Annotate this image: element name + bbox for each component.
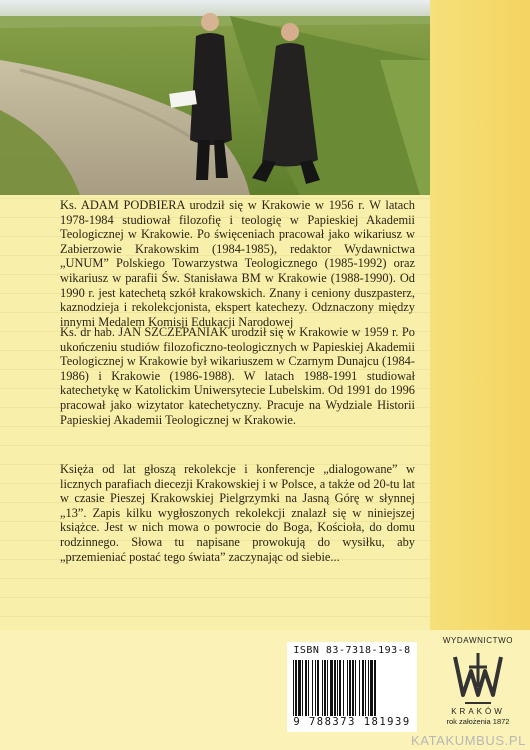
- cover-stripe: [430, 0, 530, 630]
- publisher-founded: rok założenia 1872: [446, 717, 510, 726]
- publisher-label: WYDAWNICTWO: [442, 636, 514, 645]
- publisher-city: KRAKÓW: [451, 707, 505, 716]
- author-bio-podbiera: Ks. ADAM PODBIERA urodził się w Krakowie w 1956 r. W latach 1978-1984 studiował filozofię i teologię w Papieskiej Akademii Teologicznej w Krakowie. Po święceniach pracował jako wikariusz w Zabierzowie Krakowskim (1984-1985), redaktor Wydawnictwa „UNUM” Polskiego Towarzystwa Teologicznego (1985-1992) oraz wikariusz w parafii Św. Stanisława BM w Krakowie (1988-1990). Od 1990 r. jest katechetą szkół krakowskich. Znany i ceniony duszpasterz, kaznodzieja i rekolekcjonista, ekspert katechezy. Odznaczony między innymi Medalem Komisji Edukacji Narodowej: [60, 198, 415, 329]
- isbn-number: ISBN 83-7318-193-8: [293, 645, 411, 656]
- ean-number: 9 788373 181939: [293, 716, 411, 728]
- barcode: [287, 642, 417, 732]
- wam-logo-icon: [447, 647, 509, 709]
- cover-photo: [0, 0, 430, 195]
- author-bio-szczepaniak: Ks. dr hab. JAN SZCZEPANIAK urodził się w Krakowie w 1959 r. Po ukończeniu studiów filozoficzno-teologicznych w Papieskiej Akademii Teologicznej w Krakowie był wikariuszem w Czarnym Dunajcu (1984-1986) i Krakowie (1986-1988). W latach 1988-1991 studiował katechetykę w Katolickim Uniwersytecie Lubelskim. Od 1991 do 1996 pracował jako wizytator katechetyczny. Pracuje na Wydziale Historii Papieskiej Akademii Teologicznej w Krakowie.: [60, 325, 415, 427]
- barcode-bars: [293, 660, 411, 716]
- book-blurb: Księża od lat głoszą rekolekcje i konferencje „dialogowane” w licznych parafiach diecezji Krakowskiej i w Polsce, a także od 20-tu lat w czasie Pieszej Krakowskiej Pielgrzymki na Jasną Górę w słynnej „13”. Zapis kilku wygłoszonych rekolekcji znalazł się w niniejszej książce. Jest w nich mowa o powrocie do Boga, Kościoła, do domu rodzinnego. Słowa tu napisane prowokują do wysiłku, aby „przemieniać postać tego świata” zaczynając od siebie...: [60, 462, 415, 564]
- publisher-logo: [428, 636, 528, 726]
- site-watermark: KATAKUMBUS.PL: [411, 733, 526, 748]
